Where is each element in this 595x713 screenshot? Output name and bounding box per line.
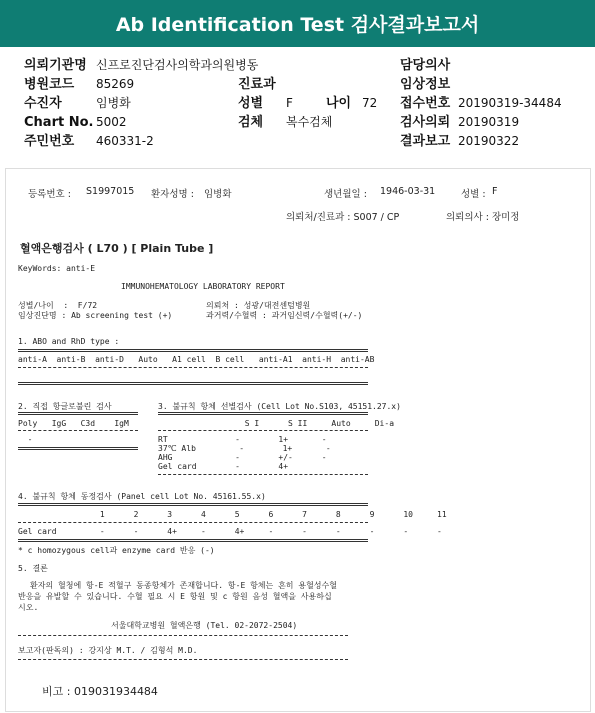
sec1-line-mid: [18, 367, 368, 368]
info-row-4: [24, 113, 584, 132]
info-row-3: [24, 94, 584, 113]
info-row-5: [24, 132, 584, 151]
sec3-row: 37℃ Alb - 1+ -: [158, 444, 331, 453]
value-age: 72: [362, 96, 378, 110]
sec2-value: -: [18, 435, 33, 444]
report-title: Ab Identification Test 검사결과보고서: [115, 14, 480, 36]
label-hospital-code: 병원코드: [24, 77, 75, 92]
pname-value: 임병화: [204, 189, 232, 200]
sec2-line-bot: [18, 447, 138, 450]
label-institution: 의뢰기관명: [24, 58, 87, 73]
scanned-report: [5, 168, 591, 712]
value-receipt-no: 20190319-34484: [458, 96, 562, 110]
req-line: 의뢰처 : 성광/대전센텀병원: [206, 301, 311, 310]
value-sex: F: [286, 96, 293, 110]
label-clinical-info: 임상정보: [400, 77, 451, 92]
hist-line: 과거력/수혈력 : 과거임신력/수혈력(+/-): [206, 311, 363, 320]
sec3-row: RT - 1+ -: [158, 435, 327, 444]
reg-value: S1997015: [86, 186, 135, 197]
sec4-title: 4. 불규칙 항체 동정검사 (Panel cell Lot No. 45161.55.x): [18, 492, 266, 501]
sec5-title: 5. 결론: [18, 564, 48, 573]
label-request-date: 검사의뢰: [400, 115, 451, 130]
value-institution: 신프로진단검사의학과의원병동: [96, 58, 259, 72]
sec1-cols: anti-A anti-B anti-D Auto A1 cell B cell anti-A1 anti-H anti-AB: [18, 355, 375, 364]
label-specimen: 검체: [238, 115, 264, 130]
label-doctor: 담당의사: [400, 58, 451, 73]
info-row-2: [24, 75, 584, 94]
sec1-line-top: [18, 349, 368, 352]
sec1-line-bot: [18, 382, 368, 385]
dept-line: 의뢰처/진료과 : S007 / CP: [286, 212, 400, 223]
report-title-bar: [0, 0, 595, 47]
label-chart-no: Chart No.: [24, 115, 94, 130]
reporter-line-bot: [18, 659, 348, 660]
conclusion-line: 환자의 혈청에 항-E 적혈구 동종항체가 존재합니다. 항-E 항체는 흔히 용혈성수혈: [30, 581, 337, 590]
value-report-date: 20190322: [458, 134, 520, 148]
conclusion-line: 반응을 유발할 수 있습니다. 수혈 필요 시 E 항원 및 c 항원 음성 혈액을 사용하십: [18, 592, 332, 601]
sec4-note: * c homozygous cell과 enzyme card 반응 (-): [18, 546, 215, 555]
conclusion-line: 시오.: [18, 603, 39, 612]
clin-line: 임상진단명 : Ab screening test (+): [18, 311, 173, 320]
scan-sex-value: F: [492, 186, 498, 197]
keywords: KeyWords: anti-E: [18, 264, 96, 273]
sec3-line-bot: [158, 474, 368, 475]
sec3-row: Gel card - 4+: [158, 462, 289, 471]
info-row-1: [24, 56, 584, 75]
sec3-title: 3. 불규칙 항체 선별검사 (Cell Lot No.S103, 45151.27.x): [158, 402, 401, 411]
pname-label: 환자성명 :: [151, 189, 194, 200]
label-age: 나이: [326, 96, 352, 111]
scan-sex-label: 성별 :: [461, 189, 486, 200]
test-title: 혈액은행검사 ( L70 ) [ Plain Tube ]: [20, 242, 214, 255]
label-sex: 성별: [238, 96, 264, 111]
doctor-line: 의뢰의사 : 장미정: [446, 212, 520, 223]
sec3-header: S I S II Auto Di-a: [158, 419, 395, 428]
sec4-line-bot: [18, 539, 368, 542]
reporter-line-top: [18, 635, 348, 636]
dob-label: 생년월일 :: [324, 189, 367, 200]
label-patient: 수진자: [24, 96, 62, 111]
value-chart-no: 5002: [96, 115, 127, 129]
sec4-row: Gel card - - 4+ - 4+ - - - - - -: [18, 527, 442, 536]
label-resident-no: 주민번호: [24, 134, 75, 149]
sec4-numbers: 1 2 3 4 5 6 7 8 9 10 11: [18, 510, 447, 519]
value-specimen: 복수검체: [286, 115, 333, 129]
label-report-date: 결과보고: [400, 134, 451, 149]
sec3-line-top: [158, 412, 368, 415]
value-patient: 임병화: [96, 96, 131, 110]
sec2-line-mid: [18, 430, 138, 431]
value-hospital-code: 85269: [96, 77, 135, 91]
sec3-row: AHG - +/- -: [158, 453, 327, 462]
sec2-cols: Poly IgG C3d IgM: [18, 419, 129, 428]
sec2-line-top: [18, 412, 138, 415]
sec3-line-mid: [158, 430, 368, 431]
sec4-line-top: [18, 503, 368, 506]
label-department: 진료과: [238, 77, 276, 92]
note-line: 비고 : 019031934484: [42, 685, 158, 698]
value-request-date: 20190319: [458, 115, 520, 129]
sec1-title: 1. ABO and RhD type :: [18, 337, 120, 346]
reg-label: 등록번호 :: [28, 189, 71, 200]
reporter-line: 보고자(판독의) : 강지상 M.T. / 김형석 M.D.: [18, 646, 198, 655]
sec4-line-mid: [18, 522, 368, 523]
sec2-title: 2. 직접 항글로불린 검사: [18, 402, 112, 411]
sexage-line: 성별/나이 : F/72: [18, 301, 98, 310]
dob-value: 1946-03-31: [380, 186, 436, 197]
label-receipt-no: 접수번호: [400, 96, 451, 111]
report-title-scan: IMMUNOHEMATOLOGY LABORATORY REPORT: [121, 282, 285, 291]
hospital-line: 서울대학교병원 혈액은행 (Tel. 02-2072-2504): [111, 621, 298, 630]
value-resident-no: 460331-2: [96, 134, 154, 148]
